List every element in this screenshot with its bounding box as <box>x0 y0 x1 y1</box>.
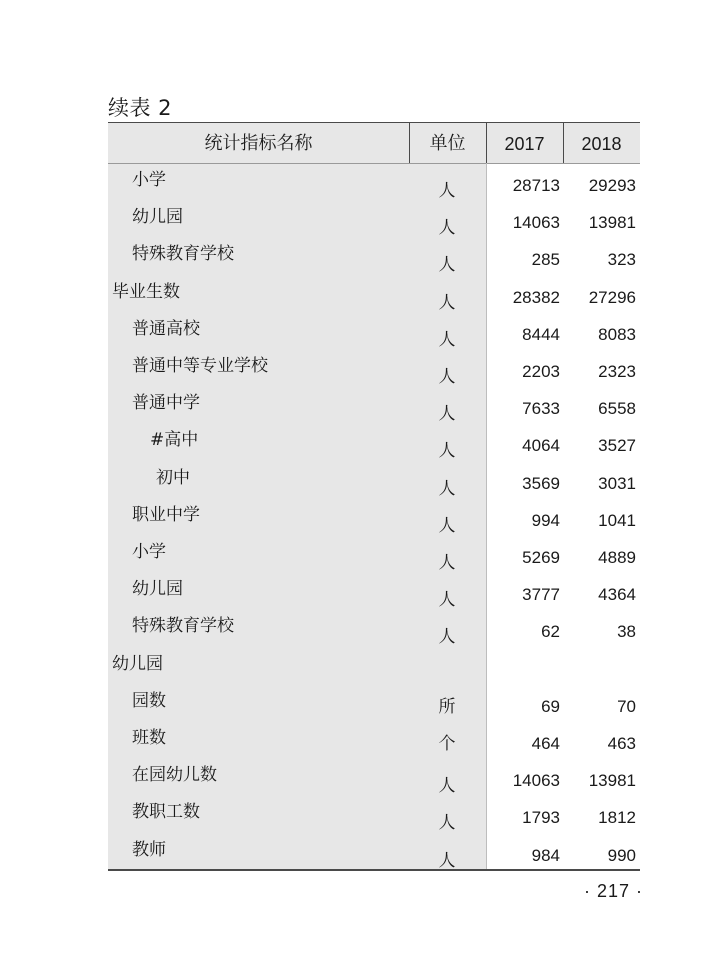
row-value-2018: 6558 <box>598 399 636 419</box>
bottom-rule <box>108 869 640 871</box>
top-rule <box>108 122 640 123</box>
row-value-2017: 2203 <box>522 362 560 381</box>
row-name: 教师 <box>132 839 166 860</box>
row-value-2017: 69 <box>541 696 560 716</box>
row-unit: 人 <box>438 292 456 313</box>
row-value-2017: 464 <box>531 734 560 753</box>
row-value-2017: 285 <box>531 250 560 270</box>
row-name: 园数 <box>132 690 166 711</box>
row-name: 小学 <box>132 170 166 190</box>
row-name: 小学 <box>132 542 166 562</box>
row-unit: 人 <box>438 776 456 797</box>
row-unit: 人 <box>438 367 456 387</box>
row-value-2018: 323 <box>607 250 636 270</box>
row-name: 普通中等专业学校 <box>132 356 268 376</box>
row-unit: 个 <box>438 734 456 754</box>
row-value-2017: 7633 <box>522 399 560 419</box>
row-name: 幼儿园 <box>112 653 163 674</box>
header-2018: 2018 <box>581 134 622 154</box>
row-value-2018: 1812 <box>598 808 636 828</box>
row-value-2018: 990 <box>607 845 636 865</box>
row-unit: 人 <box>438 218 456 239</box>
row-value-2017: 984 <box>531 845 560 865</box>
row-name: 普通高校 <box>132 318 200 339</box>
row-name: 特殊教育学校 <box>132 244 234 265</box>
row-value-2018: 70 <box>617 696 636 716</box>
row-unit: 人 <box>438 813 456 834</box>
row-value-2017: 3569 <box>522 473 560 493</box>
header-rule <box>108 163 640 164</box>
row-unit: 人 <box>438 515 456 536</box>
row-value-2017: 8444 <box>522 324 560 344</box>
row-unit: 人 <box>438 478 456 499</box>
row-unit: 人 <box>438 850 456 871</box>
row-value-2017: 994 <box>531 510 560 530</box>
row-value-2017: 14063 <box>512 771 560 791</box>
table-title: 续表 2 <box>108 96 173 120</box>
row-value-2017: 14063 <box>512 213 560 233</box>
row-value-2017: 28382 <box>512 287 560 307</box>
row-value-2018: 1041 <box>598 510 636 530</box>
page-number: · 217 · <box>583 881 643 901</box>
row-value-2018: 4364 <box>598 585 636 605</box>
row-value-2018: 3031 <box>598 473 636 493</box>
row-value-2017: 4064 <box>522 436 560 456</box>
row-name: 幼儿园 <box>132 207 183 228</box>
row-value-2018: 8083 <box>598 324 636 344</box>
row-unit: 人 <box>438 590 456 611</box>
row-value-2017: 28713 <box>512 176 560 195</box>
row-name: 毕业生数 <box>112 281 180 302</box>
row-name: 特殊教育学校 <box>132 616 234 637</box>
row-unit: 人 <box>438 441 456 462</box>
row-unit: 人 <box>438 255 456 276</box>
row-value-2018: 463 <box>607 734 636 753</box>
row-value-2018: 13981 <box>588 771 636 791</box>
row-value-2017: 3777 <box>522 585 560 605</box>
row-name: 教职工数 <box>132 802 200 823</box>
row-value-2018: 27296 <box>588 287 636 307</box>
row-value-2018: 2323 <box>598 362 636 381</box>
row-name: 职业中学 <box>132 504 200 525</box>
row-name: 普通中学 <box>132 393 200 414</box>
row-unit: 人 <box>438 553 456 573</box>
row-name: 在园幼儿数 <box>132 765 217 786</box>
row-name: #高中 <box>150 430 199 451</box>
row-unit: 人 <box>438 627 456 648</box>
header-2017: 2017 <box>504 134 545 154</box>
row-value-2017: 5269 <box>522 548 560 567</box>
row-unit: 人 <box>438 181 456 201</box>
row-value-2018: 38 <box>617 622 636 642</box>
row-value-2018: 13981 <box>588 213 636 233</box>
row-value-2017: 1793 <box>522 808 560 828</box>
row-value-2018: 4889 <box>598 548 636 567</box>
row-unit: 所 <box>438 696 456 717</box>
row-value-2018: 29293 <box>588 176 636 195</box>
row-name: 幼儿园 <box>132 579 183 600</box>
row-name: 班数 <box>132 728 166 748</box>
row-unit: 人 <box>438 329 456 350</box>
header-name: 统计指标名称 <box>204 133 313 154</box>
row-value-2017: 62 <box>541 622 560 642</box>
row-name: 初中 <box>156 467 190 488</box>
row-value-2018: 3527 <box>598 436 636 456</box>
row-unit: 人 <box>438 404 456 425</box>
header-unit: 单位 <box>429 133 466 154</box>
